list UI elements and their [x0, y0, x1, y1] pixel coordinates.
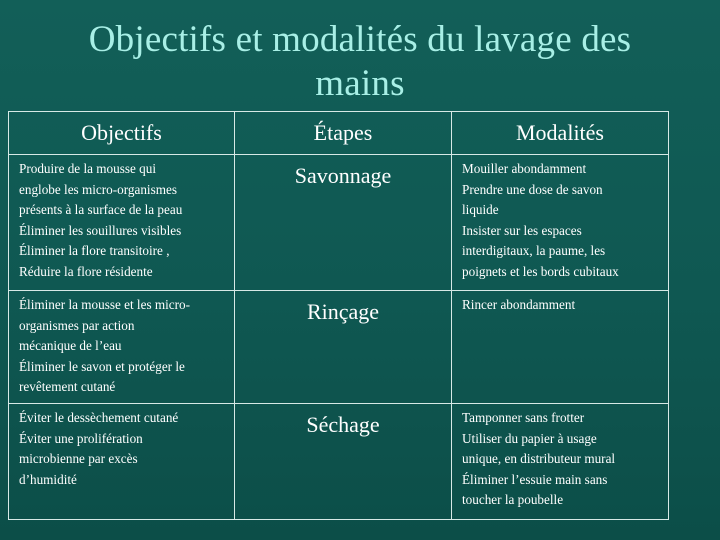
objectif-line: présents à la surface de la peau	[19, 202, 183, 217]
cell-etape-savonnage	[235, 155, 452, 291]
step-label-savonnage: Savonnage	[294, 163, 392, 188]
header-modalites: Modalités	[452, 112, 669, 155]
table-row-rincage	[9, 291, 669, 404]
modalite-line: Rincer abondamment	[462, 297, 576, 312]
hand-washing-table	[8, 111, 669, 520]
modalite-line: Éliminer l’essuie main sans	[462, 471, 608, 487]
objectif-line: mécanique de l’eau	[19, 338, 122, 353]
modalite-line: unique, en distributeur mural	[462, 451, 616, 466]
objectif-line: Réduire la flore résidente	[19, 263, 153, 279]
header-objectifs: Objectifs	[9, 112, 235, 155]
modalite-line: toucher la poubelle	[462, 492, 564, 507]
modalite-line: Prendre une dose de savon	[462, 181, 603, 197]
table-row-savonnage	[9, 155, 669, 291]
table-header-row	[9, 112, 669, 155]
objectif-line: Éliminer la mousse et les micro-	[19, 297, 191, 312]
cell-modalites-rincage	[452, 291, 669, 404]
objectif-line: Produire de la mousse qui	[19, 161, 156, 176]
modalite-line: Insister sur les espaces	[462, 222, 582, 238]
modalite-line: interdigitaux, la paume, les	[462, 243, 606, 258]
objectif-line: Éliminer les souillures visibles	[19, 222, 182, 238]
cell-modalites-savonnage	[452, 155, 669, 291]
cell-etape-sechage	[235, 404, 452, 520]
objectif-line: revêtement cutané	[19, 379, 116, 394]
objectif-line: microbienne par excès	[19, 451, 138, 466]
cell-objectifs-savonnage	[9, 155, 235, 291]
objectif-line: englobe les micro-organismes	[19, 181, 177, 197]
cell-etape-rincage	[235, 291, 452, 404]
step-label-sechage: Séchage	[306, 412, 380, 437]
objectif-line: Éliminer la flore transitoire ,	[19, 243, 170, 258]
objectif-line: Éviter le dessèchement cutané	[19, 410, 179, 425]
modalite-line: Mouiller abondamment	[462, 161, 587, 176]
header-etapes: Étapes	[235, 112, 452, 155]
modalite-line: liquide	[462, 202, 499, 217]
table-row-sechage	[9, 404, 669, 520]
cell-objectifs-sechage	[9, 404, 235, 520]
cell-modalites-sechage	[452, 404, 669, 520]
objectif-line: Éviter une prolifération	[19, 430, 143, 446]
modalite-line: poignets et les bords cubitaux	[462, 263, 619, 279]
objectif-line: organismes par action	[19, 317, 135, 333]
step-label-rincage: Rinçage	[306, 299, 380, 324]
objectif-line: d’humidité	[19, 471, 77, 487]
modalite-line: Utiliser du papier à usage	[462, 430, 597, 446]
slide-title: Objectifs et modalités du lavage des mains	[88, 19, 632, 104]
objectif-line: Éliminer le savon et protéger le	[19, 358, 185, 374]
cell-objectifs-rincage	[9, 291, 235, 404]
modalite-line: Tamponner sans frotter	[462, 410, 585, 425]
